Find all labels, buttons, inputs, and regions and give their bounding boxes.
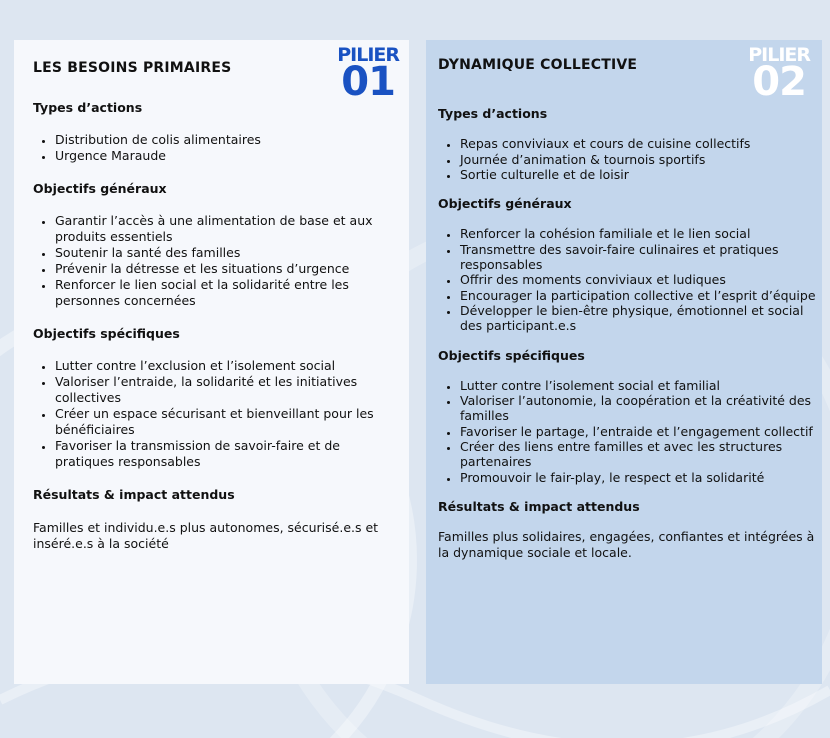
pillar-badge bbox=[337, 44, 399, 105]
bullet-list bbox=[33, 358, 403, 470]
results-text: Familles plus solidaires, engagées, confiantes et intégrées à la dynamique sociale et locale. bbox=[438, 529, 815, 560]
pillar-card-1 bbox=[14, 40, 409, 684]
list-item: • Développer le bien-être physique, émotionnel et social des participant.e.s bbox=[460, 303, 816, 334]
pillar-label: PILIER bbox=[748, 44, 810, 66]
list-item: • Soutenir la santé des familles bbox=[55, 245, 403, 261]
list-item: • Créer des liens entre familles et avec les structures partenaires bbox=[460, 439, 816, 470]
pillar-content bbox=[438, 106, 816, 560]
section-heading: Objectifs spécifiques bbox=[438, 347, 585, 363]
pillar-title: DYNAMIQUE COLLECTIVE bbox=[438, 57, 638, 73]
list-item: • Offrir des moments conviviaux et ludiques bbox=[460, 272, 816, 287]
pillar-badge bbox=[748, 44, 810, 105]
pillar-number: 02 bbox=[752, 59, 806, 105]
list-item: • Repas conviviaux et cours de cuisine collectifs bbox=[460, 136, 816, 151]
list-item: • Valoriser l’entraide, la solidarité et les initiatives collectives bbox=[55, 374, 403, 406]
list-item: • Renforcer la cohésion familiale et le lien social bbox=[460, 226, 816, 241]
list-item: • Prévenir la détresse et les situations d’urgence bbox=[55, 261, 403, 277]
section-heading: Types d’actions bbox=[33, 100, 143, 115]
section-heading: Objectifs généraux bbox=[33, 181, 167, 196]
pillar-number: 01 bbox=[341, 59, 395, 105]
list-item: • Créer un espace sécurisant et bienveillant pour les bénéficiaires bbox=[55, 406, 403, 438]
list-item: • Lutter contre l’isolement social et familial bbox=[460, 378, 816, 393]
list-item: • Garantir l’accès à une alimentation de base et aux produits essentiels bbox=[55, 213, 403, 245]
pillar-title: LES BESOINS PRIMAIRES bbox=[33, 60, 232, 76]
list-item: • Encourager la participation collective et l’esprit d’équipe bbox=[460, 288, 816, 303]
list-item: • Favoriser la transmission de savoir-faire et de pratiques responsables bbox=[55, 438, 403, 470]
list-item: • Distribution de colis alimentaires bbox=[55, 132, 403, 148]
list-item: • Lutter contre l’exclusion et l’isolement social bbox=[55, 358, 403, 374]
bullet-list bbox=[33, 132, 403, 164]
bullet-list bbox=[438, 136, 816, 182]
pillar-content bbox=[33, 100, 403, 552]
results-text: Familles et individu.e.s plus autonomes, sécurisé.e.s et inséré.e.s à la société bbox=[33, 520, 379, 551]
list-item: • Valoriser l’autonomie, la coopération et la créativité des familles bbox=[460, 393, 816, 424]
bullet-list bbox=[33, 213, 403, 309]
bullet-list bbox=[438, 226, 816, 333]
pillar-card-2 bbox=[426, 40, 822, 684]
list-item: • Promouvoir le fair-play, le respect et la solidarité bbox=[460, 470, 816, 485]
list-item: • Transmettre des savoir-faire culinaires et pratiques responsables bbox=[460, 242, 816, 273]
list-item: • Sortie culturelle et de loisir bbox=[460, 167, 816, 182]
bullet-list bbox=[438, 378, 816, 485]
section-heading: Types d’actions bbox=[438, 106, 548, 121]
results-heading: Résultats & impact attendus bbox=[438, 498, 640, 514]
list-item: • Urgence Maraude bbox=[55, 148, 403, 164]
results-heading: Résultats & impact attendus bbox=[33, 487, 235, 502]
section-heading: Objectifs généraux bbox=[438, 196, 572, 212]
list-item: • Renforcer le lien social et la solidarité entre les personnes concernées bbox=[55, 277, 403, 309]
section-heading: Objectifs spécifiques bbox=[33, 326, 180, 341]
list-item: • Favoriser le partage, l’entraide et l’engagement collectif bbox=[460, 424, 816, 439]
pillar-label: PILIER bbox=[337, 44, 399, 66]
list-item: • Journée d’animation & tournois sportifs bbox=[460, 152, 816, 167]
